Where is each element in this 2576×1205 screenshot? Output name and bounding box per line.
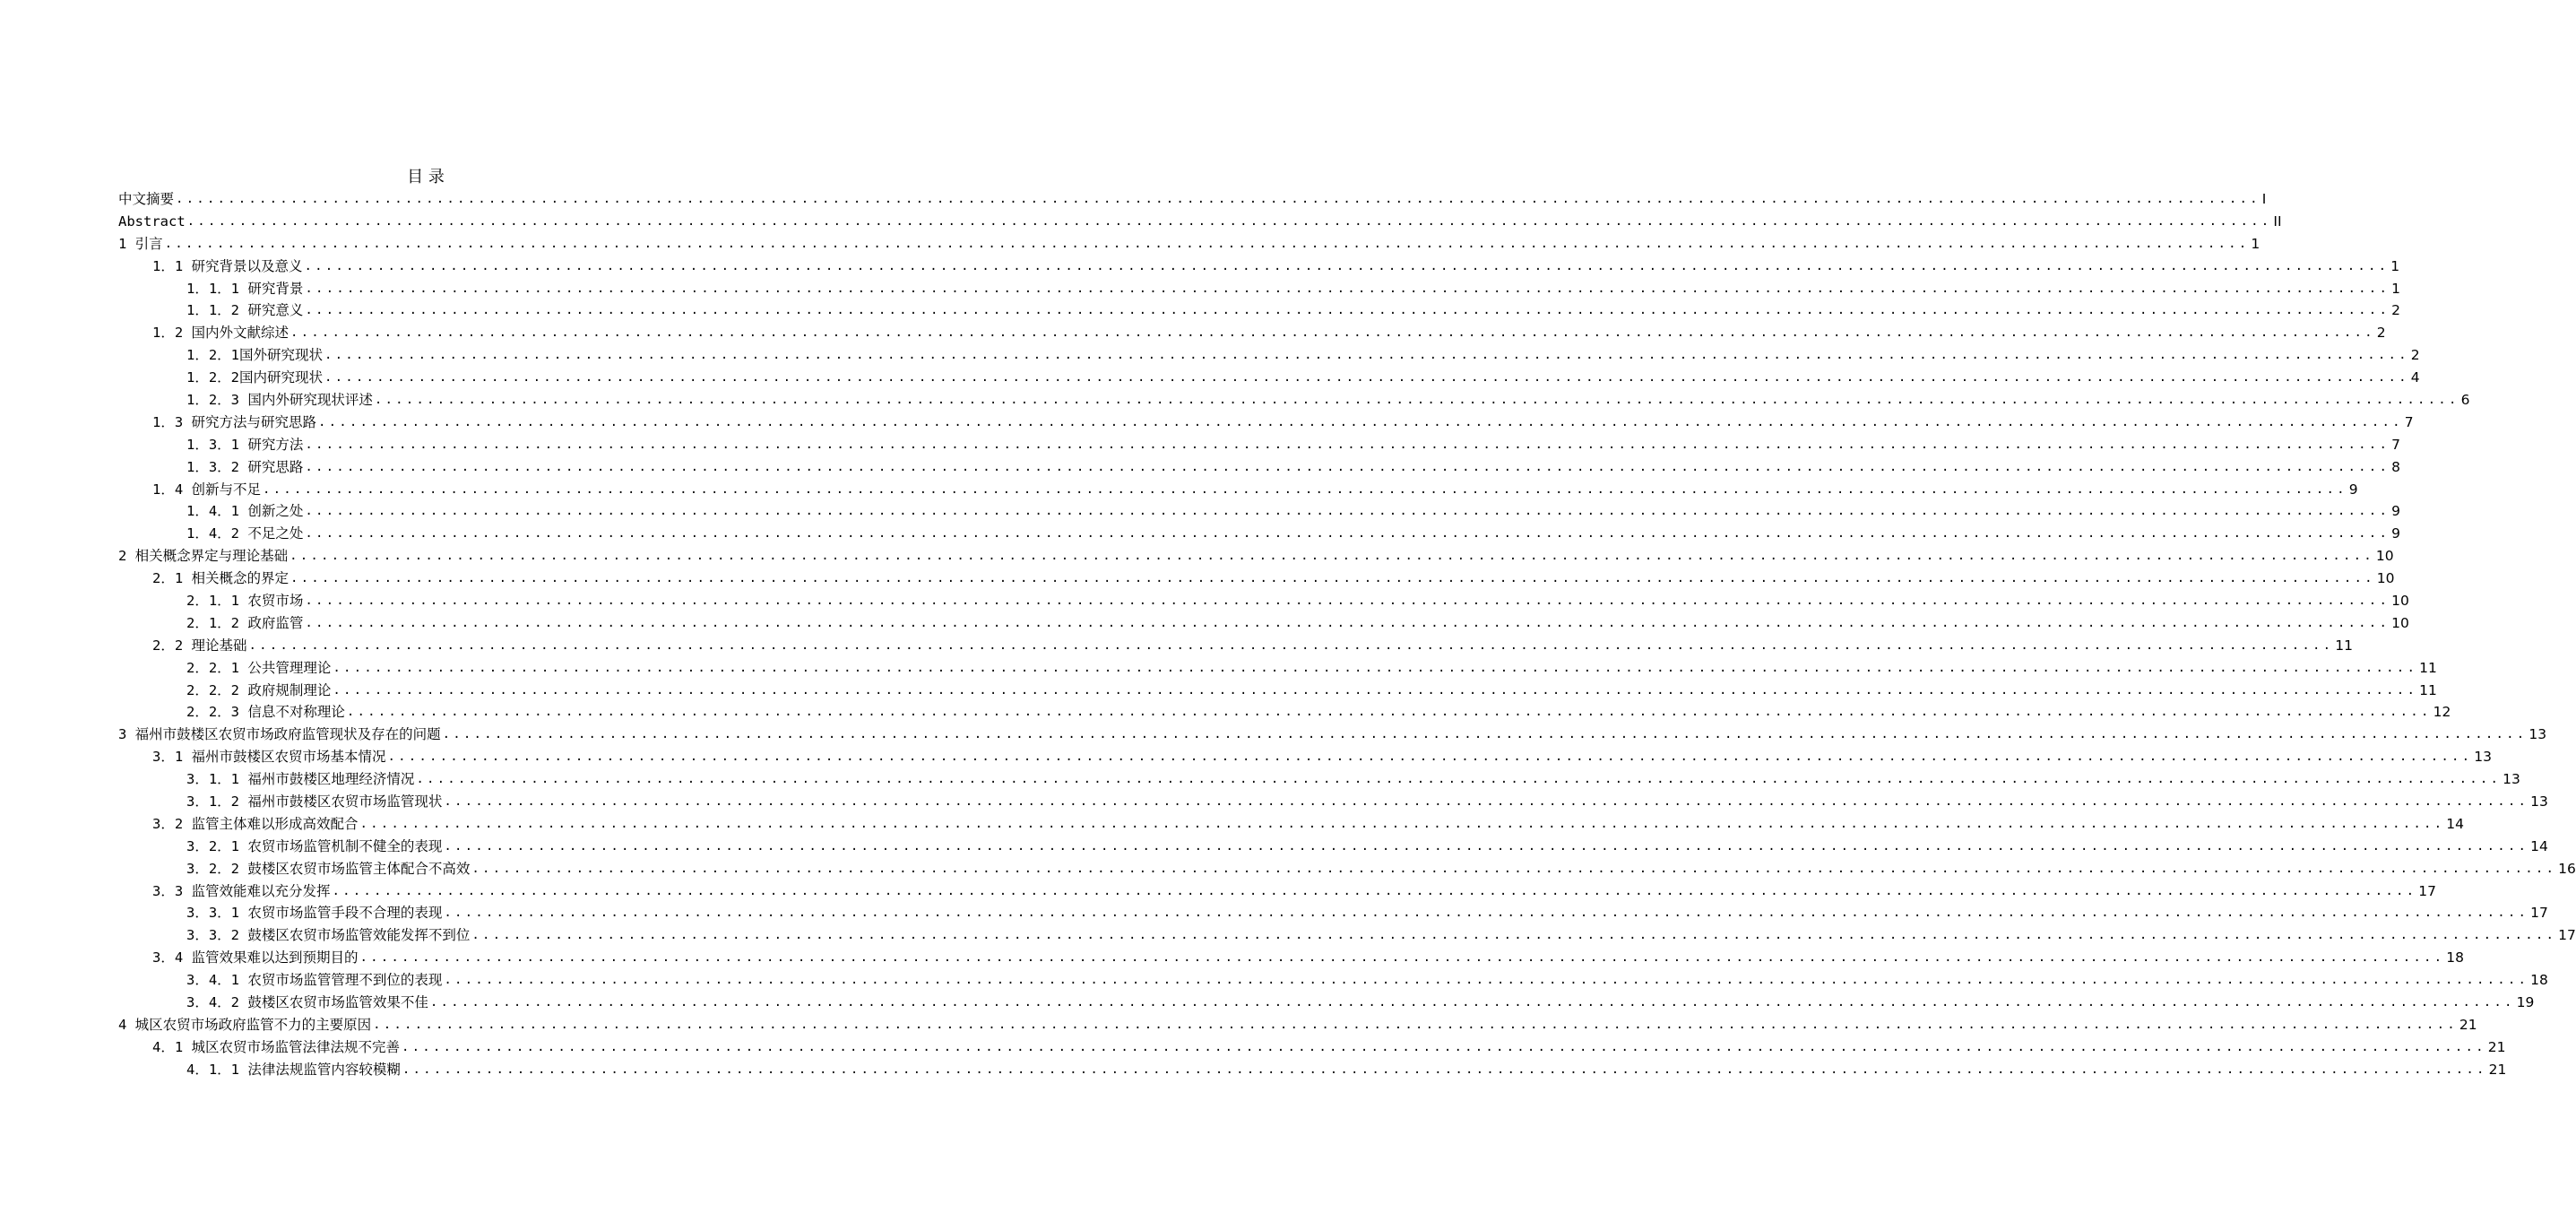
toc-entry-page-number: 1 xyxy=(2390,257,2400,274)
toc-entry-label: 2．2．1 公共管理理论 xyxy=(186,659,332,676)
toc-entry-page-number: I xyxy=(2261,190,2267,207)
toc-entry[interactable] xyxy=(118,434,2400,456)
toc-dot-leader: ........................................................................................................................................................................................................ xyxy=(359,950,2445,966)
toc-entry-page-number: 19 xyxy=(2516,994,2535,1011)
toc-entry-page-number: 7 xyxy=(2391,436,2400,453)
toc-title: 目 录 xyxy=(407,168,445,186)
toc-entry-label: 3．4．2 鼓楼区农贸市场监管效果不佳 xyxy=(186,994,428,1011)
toc-entry-page-number: 14 xyxy=(2530,837,2548,854)
toc-dot-leader: ........................................................................................................................................................................................................ xyxy=(324,370,2409,386)
toc-dot-leader: ........................................................................................................................................................................................................ xyxy=(359,816,2445,831)
toc-dot-leader: ........................................................................................................................................................................................................ xyxy=(305,303,2390,318)
toc-entry[interactable] xyxy=(118,724,2547,746)
toc-dot-leader: ........................................................................................................................................................................................................ xyxy=(186,213,2272,229)
toc-dot-leader: ........................................................................................................................................................................................................ xyxy=(176,191,2260,206)
toc-entry[interactable] xyxy=(118,813,2464,836)
toc-entry-label: 3．1．1 福州市鼓楼区地理经济情况 xyxy=(186,771,415,788)
toc-dot-leader: ........................................................................................................................................................................................................ xyxy=(332,883,2417,898)
toc-entry-label: 1 引言 xyxy=(118,235,163,252)
toc-entry[interactable] xyxy=(118,299,2400,322)
toc-dot-leader: ........................................................................................................................................................................................................ xyxy=(305,526,2390,542)
toc-entry[interactable] xyxy=(118,479,2358,501)
toc-entry[interactable] xyxy=(118,836,2548,858)
toc-entry-label: 3．2．1 农贸市场监管机制不健全的表现 xyxy=(186,837,443,854)
toc-entry-page-number: 4 xyxy=(2410,369,2420,386)
toc-entry-page-number: 17 xyxy=(2418,882,2436,899)
toc-entry[interactable] xyxy=(118,211,2282,233)
toc-entry-label: 1．1．1 研究背景 xyxy=(186,280,304,297)
toc-dot-leader: ........................................................................................................................................................................................................ xyxy=(333,660,2418,675)
toc-entry-label: 4 城区农贸市场政府监管不力的主要原因 xyxy=(118,1016,372,1033)
toc-entry-label: 4．1．1 法律法规监管内容较模糊 xyxy=(186,1061,401,1078)
toc-entry-label: 3．1 福州市鼓楼区农贸市场基本情况 xyxy=(152,749,386,766)
toc-entry-page-number: 6 xyxy=(2460,392,2470,408)
toc-entry-page-number: 10 xyxy=(2391,614,2409,631)
toc-entry[interactable] xyxy=(118,903,2548,925)
toc-entry-label: 4．1 城区农贸市场监管法律法规不完善 xyxy=(152,1038,400,1055)
toc-dot-leader: ........................................................................................................................................................................................................ xyxy=(402,1039,2486,1054)
toc-entry-label: 1．2 国内外文献综述 xyxy=(152,325,289,342)
toc-entry-page-number: 13 xyxy=(2503,771,2520,788)
toc-entry-label: 3 福州市鼓楼区农贸市场政府监管现状及存在的问题 xyxy=(118,726,441,743)
toc-dot-leader: ........................................................................................................................................................................................................ xyxy=(305,504,2390,519)
toc-entry[interactable] xyxy=(118,590,2409,612)
toc-dot-leader: ........................................................................................................................................................................................................ xyxy=(444,838,2529,854)
table-of-contents xyxy=(118,188,2576,1081)
toc-entry[interactable] xyxy=(118,880,2436,903)
toc-dot-leader: ........................................................................................................................................................................................................ xyxy=(263,481,2347,497)
toc-entry-page-number: 18 xyxy=(2446,949,2464,967)
toc-entry-page-number: 9 xyxy=(2391,503,2400,520)
toc-entry[interactable] xyxy=(118,389,2470,412)
toc-entry-label: 1．3 研究方法与研究思路 xyxy=(152,413,316,430)
toc-entry-page-number: 10 xyxy=(2391,593,2409,610)
toc-entry[interactable] xyxy=(118,322,2386,344)
toc-entry-page-number: 21 xyxy=(2488,1061,2507,1078)
toc-dot-leader: ........................................................................................................................................................................................................ xyxy=(374,393,2459,407)
toc-entry-page-number: 11 xyxy=(2335,637,2353,654)
toc-dot-leader: ........................................................................................................................................................................................................ xyxy=(290,571,2375,586)
toc-entry[interactable] xyxy=(118,612,2409,635)
toc-dot-leader: ........................................................................................................................................................................................................ xyxy=(444,906,2529,921)
toc-entry-page-number: 11 xyxy=(2419,659,2437,676)
toc-entry-label: 1．2．1国外研究现状 xyxy=(186,347,323,364)
toc-entry-page-number: 8 xyxy=(2391,458,2400,475)
toc-entry[interactable] xyxy=(118,367,2420,389)
toc-entry[interactable] xyxy=(118,924,2576,947)
toc-entry-label: 1．3．1 研究方法 xyxy=(186,436,304,453)
toc-entry[interactable] xyxy=(118,858,2576,880)
toc-entry-page-number: 14 xyxy=(2446,815,2464,832)
toc-entry-page-number: 9 xyxy=(2348,481,2358,498)
toc-dot-leader: ........................................................................................................................................................................................................ xyxy=(290,325,2375,341)
toc-entry-label: 2．2 理论基础 xyxy=(152,637,247,654)
toc-entry-label: 1．1．2 研究意义 xyxy=(186,302,304,319)
toc-dot-leader: ........................................................................................................................................................................................................ xyxy=(442,727,2528,742)
toc-entry[interactable] xyxy=(118,701,2451,724)
toc-entry[interactable] xyxy=(118,1059,2507,1081)
toc-entry-label: Abstract xyxy=(118,212,186,230)
toc-entry-page-number: 18 xyxy=(2530,972,2548,989)
toc-entry-page-number: 2 xyxy=(2376,325,2386,342)
toc-entry-page-number: 11 xyxy=(2419,681,2437,698)
toc-entry-page-number: 16 xyxy=(2558,860,2576,877)
toc-entry-label: 2．2．3 信息不对称理论 xyxy=(186,704,345,721)
toc-entry-label: 2．1 相关概念的界定 xyxy=(152,570,289,587)
toc-entry-page-number: 10 xyxy=(2376,570,2395,587)
toc-entry[interactable] xyxy=(118,523,2400,545)
toc-dot-leader: ........................................................................................................................................................................................................ xyxy=(373,1017,2458,1032)
toc-entry[interactable] xyxy=(118,278,2400,300)
toc-entry-page-number: 17 xyxy=(2530,905,2548,922)
toc-entry-page-number: 2 xyxy=(2410,347,2420,364)
toc-entry-page-number: 21 xyxy=(2459,1016,2477,1033)
toc-entry-page-number: 17 xyxy=(2558,927,2576,944)
toc-dot-leader: ........................................................................................................................................................................................................ xyxy=(444,794,2529,810)
toc-entry-label: 1．3．2 研究思路 xyxy=(186,458,304,475)
toc-dot-leader: ........................................................................................................................................................................................................ xyxy=(333,682,2418,698)
toc-entry-page-number: 21 xyxy=(2487,1038,2506,1055)
toc-entry-page-number: 10 xyxy=(2375,548,2394,565)
toc-dot-leader: ........................................................................................................................................................................................................ xyxy=(304,258,2390,273)
toc-entry-label: 3．1．2 福州市鼓楼区农贸市场监管现状 xyxy=(186,793,443,811)
toc-dot-leader: ........................................................................................................................................................................................................ xyxy=(318,414,2403,429)
toc-entry-label: 3．2 监管主体难以形成高效配合 xyxy=(152,815,359,832)
toc-entry[interactable] xyxy=(118,768,2520,791)
toc-entry[interactable] xyxy=(118,344,2420,367)
toc-dot-leader: ........................................................................................................................................................................................................ xyxy=(444,973,2529,988)
toc-entry[interactable] xyxy=(118,500,2400,523)
toc-entry-page-number: 12 xyxy=(2433,704,2451,721)
toc-entry-page-number: II xyxy=(2273,212,2282,230)
toc-dot-leader: ........................................................................................................................................................................................................ xyxy=(471,861,2557,876)
toc-entry[interactable] xyxy=(118,635,2353,657)
toc-dot-leader: ........................................................................................................................................................................................................ xyxy=(305,437,2390,452)
toc-entry-label: 1．4．1 创新之处 xyxy=(186,503,304,520)
toc-entry-page-number: 13 xyxy=(2528,726,2547,743)
toc-entry[interactable] xyxy=(118,969,2548,992)
toc-entry[interactable] xyxy=(118,791,2548,813)
toc-entry-label: 1．1 研究背景以及意义 xyxy=(152,257,303,274)
toc-entry-page-number: 1 xyxy=(2391,280,2400,297)
toc-entry[interactable] xyxy=(118,256,2400,278)
toc-entry[interactable] xyxy=(118,1014,2477,1036)
toc-entry[interactable] xyxy=(118,1036,2506,1059)
toc-entry[interactable] xyxy=(118,412,2414,434)
toc-entry-label: 1．4．2 不足之处 xyxy=(186,525,304,542)
toc-dot-leader: ........................................................................................................................................................................................................ xyxy=(305,281,2390,296)
toc-entry-label: 中文摘要 xyxy=(118,190,175,207)
toc-entry-label: 1．4 创新与不足 xyxy=(152,481,261,498)
toc-dot-leader: ........................................................................................................................................................................................................ xyxy=(305,594,2390,609)
toc-entry-label: 3．2．2 鼓楼区农贸市场监管主体配合不高效 xyxy=(186,860,471,877)
toc-entry-label: 2．2．2 政府规制理论 xyxy=(186,681,332,698)
toc-dot-leader: ........................................................................................................................................................................................................ xyxy=(429,995,2515,1010)
toc-entry-page-number: 2 xyxy=(2391,302,2400,319)
toc-entry[interactable] xyxy=(118,233,2260,256)
toc-entry-label: 3．3．2 鼓楼区农贸市场监管效能发挥不到位 xyxy=(186,927,471,944)
toc-entry[interactable] xyxy=(118,456,2400,479)
toc-entry-label: 3．4 监管效果难以达到预期目的 xyxy=(152,949,359,967)
toc-entry-page-number: 13 xyxy=(2474,749,2492,766)
toc-dot-leader: ........................................................................................................................................................................................................ xyxy=(305,459,2390,474)
toc-entry-page-number: 1 xyxy=(2251,235,2260,252)
toc-entry-label: 2．1．2 政府监管 xyxy=(186,614,304,631)
toc-entry[interactable] xyxy=(118,947,2464,969)
toc-entry-label: 3．3．1 农贸市场监管手段不合理的表现 xyxy=(186,905,443,922)
toc-dot-leader: ........................................................................................................................................................................................................ xyxy=(416,772,2502,787)
toc-entry-label: 3．3 监管效能难以充分发挥 xyxy=(152,882,331,899)
toc-dot-leader: ........................................................................................................................................................................................................ xyxy=(248,637,2334,653)
toc-entry[interactable] xyxy=(118,680,2437,702)
toc-entry-label: 1．2．3 国内外研究现状评述 xyxy=(186,392,373,408)
toc-dot-leader: ........................................................................................................................................................................................................ xyxy=(402,1062,2487,1077)
toc-entry[interactable] xyxy=(118,568,2395,590)
toc-entry[interactable] xyxy=(118,188,2267,211)
toc-dot-leader: ........................................................................................................................................................................................................ xyxy=(346,705,2432,720)
toc-entry[interactable] xyxy=(118,545,2394,568)
toc-entry-page-number: 7 xyxy=(2404,413,2414,430)
toc-dot-leader: ........................................................................................................................................................................................................ xyxy=(387,750,2473,765)
toc-entry-label: 1．2．2国内研究现状 xyxy=(186,369,323,386)
toc-dot-leader: ........................................................................................................................................................................................................ xyxy=(164,236,2250,251)
toc-entry[interactable] xyxy=(118,657,2437,680)
toc-entry-label: 2 相关概念界定与理论基础 xyxy=(118,548,289,565)
toc-entry-label: 3．4．1 农贸市场监管管理不到位的表现 xyxy=(186,972,443,989)
toc-dot-leader: ........................................................................................................................................................................................................ xyxy=(471,928,2557,943)
toc-dot-leader: ........................................................................................................................................................................................................ xyxy=(305,615,2390,630)
toc-dot-leader: ........................................................................................................................................................................................................ xyxy=(324,348,2409,363)
toc-entry-page-number: 13 xyxy=(2530,793,2548,811)
toc-dot-leader: ........................................................................................................................................................................................................ xyxy=(290,549,2374,564)
toc-entry-label: 2．1．1 农贸市场 xyxy=(186,593,304,610)
toc-entry[interactable] xyxy=(118,746,2492,768)
toc-entry-page-number: 9 xyxy=(2391,525,2400,542)
toc-entry[interactable] xyxy=(118,992,2535,1014)
